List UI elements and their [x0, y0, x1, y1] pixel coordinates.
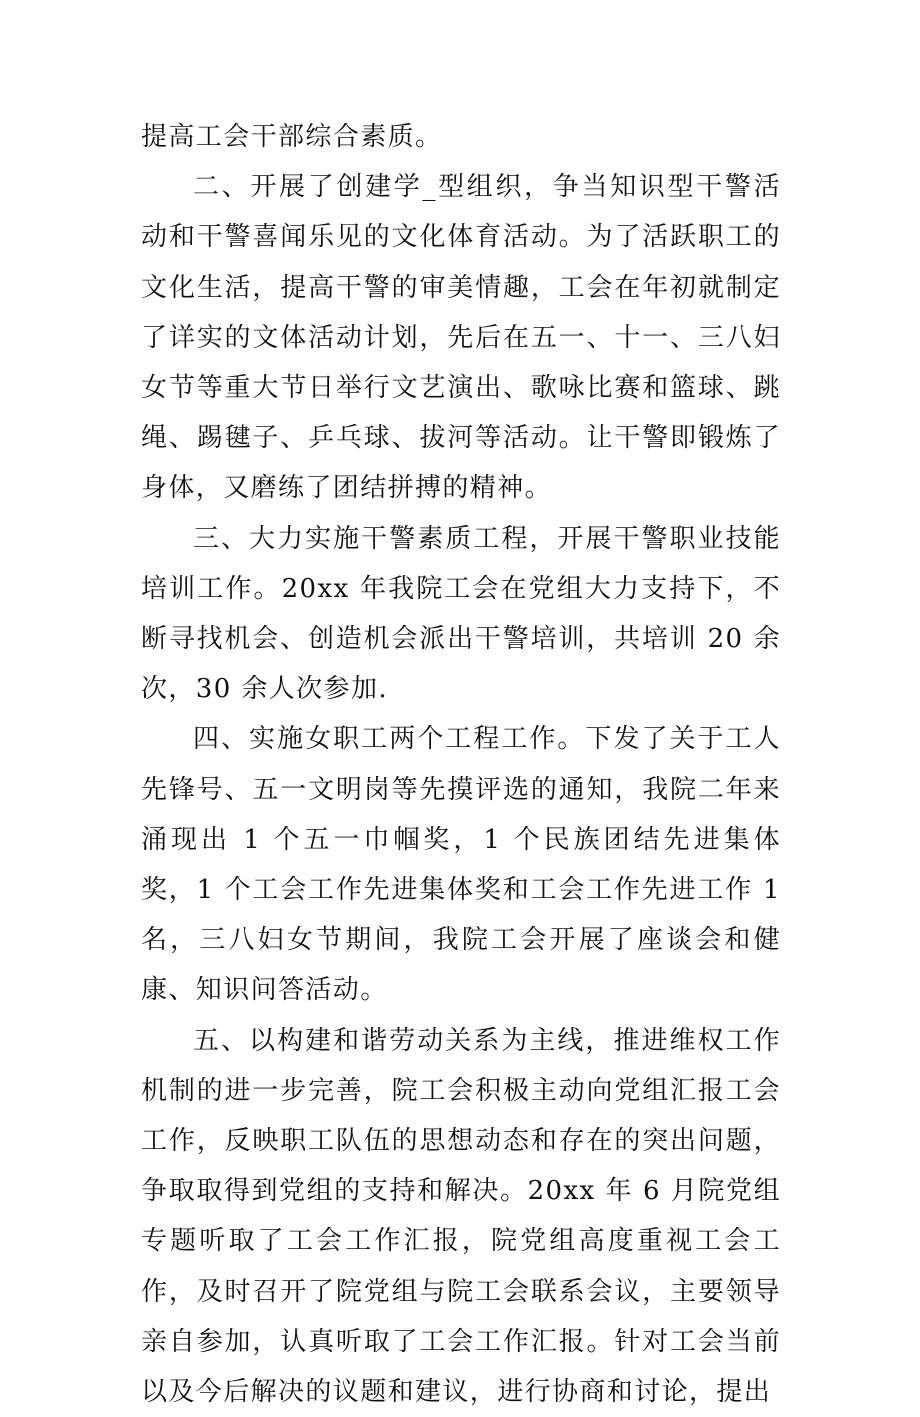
paragraph-culture-sports: 二、开展了创建学_型组织，争当知识型干警活动和干警喜闻乐见的文化体育活动。为了活跃职工的文化生活，提高干警的审美情趣，工会在年初就制定了详实的文体活动计划，先后在五一、十一、三八妇女节等重大节日举行文艺演出、歌咏比赛和篮球、跳绳、踢毽子、乒乓球、拔河等活动。让干警即锻炼了身体，又磨练了团结拼搏的精神。	[141, 172, 781, 504]
paragraph-training: 三、大力实施干警素质工程，开展干警职业技能培训工作。20xx 年我院工会在党组大力支持下，不断寻找机会、创造机会派出干警培训，共培训 20 余次，30 余人次参加.	[141, 523, 781, 705]
document-page	[141, 112, 781, 1417]
paragraph-labor-relations: 五、以构建和谐劳动关系为主线，推进维权工作机制的进一步完善，院工会积极主动向党组汇报工会工作，反映职工队伍的思想动态和存在的突出问题，争取取得到党组的支持和解决。20xx 年 6 月院党组专题听取了工会工作汇报，院党组高度重视工会工作，及时召开了院党组与院工会联系会议，主要领导亲自参加，认真听取了工会工作汇报。针对工会当前以及今后解决的议题和建议，进行协商和讨论，提出	[141, 1025, 781, 1408]
paragraph-continuation: 提高工会干部综合素质。	[141, 122, 443, 152]
paragraph-women-workers: 四、实施女职工两个工程工作。下发了关于工人先锋号、五一文明岗等先摸评选的通知，我院二年来涌现出 1 个五一巾帼奖，1 个民族团结先进集体奖，1 个工会工作先进集体奖和工会工作先进工作 1 名，三八妇女节期间，我院工会开展了座谈会和健康、知识问答活动。	[141, 724, 781, 1006]
